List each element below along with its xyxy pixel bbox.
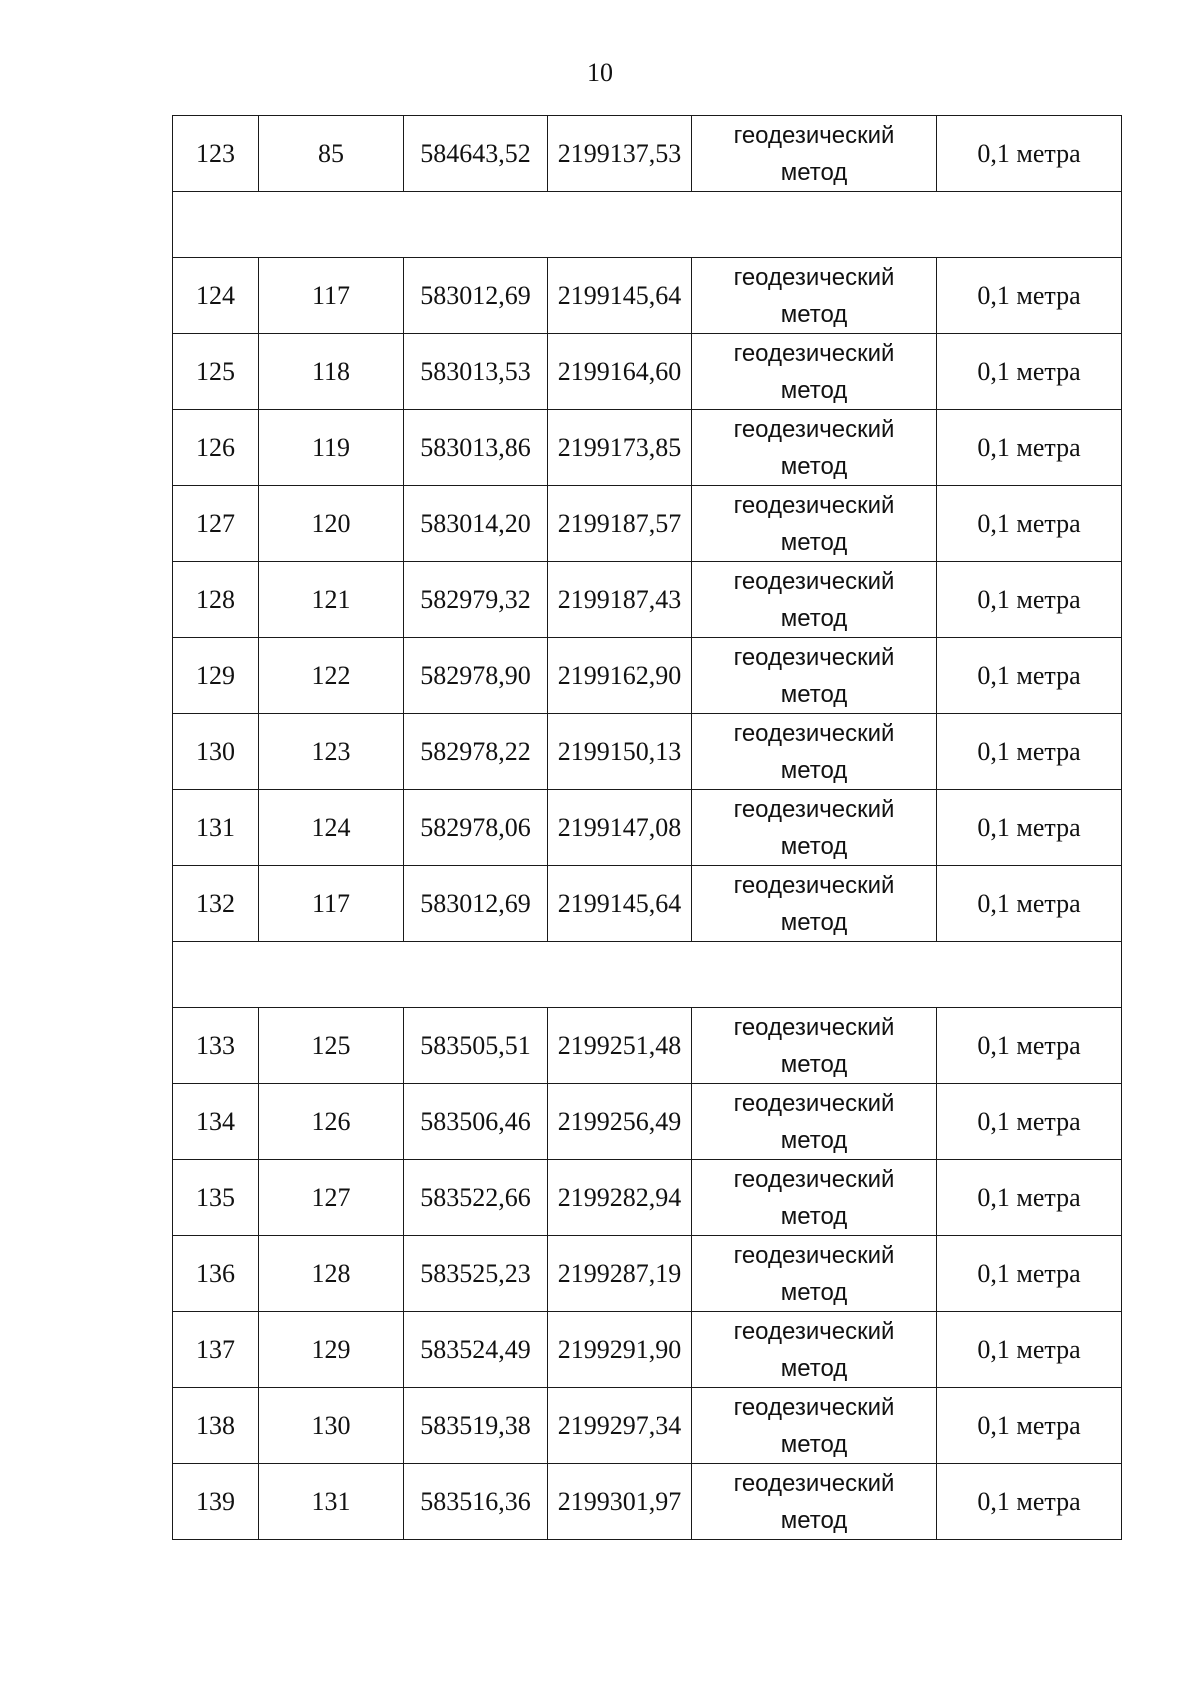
accuracy-cell: 0,1 метра <box>937 1160 1122 1236</box>
table-row <box>173 790 1122 866</box>
x-coordinate-cell: 583516,36 <box>404 1464 548 1540</box>
method-cell <box>692 1084 937 1160</box>
method-line-2: метод <box>780 452 848 480</box>
method-cell <box>692 1008 937 1084</box>
row-number-cell: 132 <box>173 866 259 942</box>
method-cell <box>692 486 937 562</box>
method-cell <box>692 790 937 866</box>
x-coordinate-cell: 582978,06 <box>404 790 548 866</box>
x-coordinate-cell: 582978,90 <box>404 638 548 714</box>
row-number-cell: 138 <box>173 1388 259 1464</box>
y-coordinate-cell: 2199251,48 <box>548 1008 692 1084</box>
accuracy-cell: 0,1 метра <box>937 866 1122 942</box>
point-number-cell: 123 <box>259 714 404 790</box>
y-coordinate-cell: 2199147,08 <box>548 790 692 866</box>
method-line-2: метод <box>780 908 848 936</box>
method-line-2: метод <box>780 604 848 632</box>
y-coordinate-cell: 2199162,90 <box>548 638 692 714</box>
row-number-cell: 126 <box>173 410 259 486</box>
y-coordinate-cell: 2199187,43 <box>548 562 692 638</box>
table-row <box>173 334 1122 410</box>
accuracy-cell: 0,1 метра <box>937 410 1122 486</box>
separator-cell <box>173 192 1122 258</box>
row-number-cell: 136 <box>173 1236 259 1312</box>
table-separator-row <box>173 192 1122 258</box>
y-coordinate-cell: 2199297,34 <box>548 1388 692 1464</box>
accuracy-cell: 0,1 метра <box>937 116 1122 192</box>
point-number-cell: 121 <box>259 562 404 638</box>
table-row <box>173 638 1122 714</box>
point-number-cell: 131 <box>259 1464 404 1540</box>
accuracy-cell: 0,1 метра <box>937 1464 1122 1540</box>
method-cell <box>692 1388 937 1464</box>
row-number-cell: 137 <box>173 1312 259 1388</box>
method-cell <box>692 116 937 192</box>
accuracy-cell: 0,1 метра <box>937 334 1122 410</box>
point-number-cell: 128 <box>259 1236 404 1312</box>
point-number-cell: 122 <box>259 638 404 714</box>
coordinates-table <box>172 115 1122 1540</box>
method-line-2: метод <box>780 1050 848 1078</box>
method-line-1: геодезический <box>733 415 895 443</box>
table-row <box>173 1236 1122 1312</box>
table-row <box>173 258 1122 334</box>
table-row <box>173 410 1122 486</box>
method-line-1: геодезический <box>733 1013 895 1041</box>
method-cell <box>692 1160 937 1236</box>
row-number-cell: 133 <box>173 1008 259 1084</box>
x-coordinate-cell: 583524,49 <box>404 1312 548 1388</box>
method-line-1: геодезический <box>733 339 895 367</box>
y-coordinate-cell: 2199164,60 <box>548 334 692 410</box>
row-number-cell: 131 <box>173 790 259 866</box>
method-line-2: метод <box>780 756 848 784</box>
row-number-cell: 134 <box>173 1084 259 1160</box>
method-cell <box>692 1312 937 1388</box>
x-coordinate-cell: 583525,23 <box>404 1236 548 1312</box>
table-row <box>173 116 1122 192</box>
y-coordinate-cell: 2199137,53 <box>548 116 692 192</box>
method-line-2: метод <box>780 1354 848 1382</box>
table-row <box>173 866 1122 942</box>
row-number-cell: 135 <box>173 1160 259 1236</box>
method-line-1: геодезический <box>733 643 895 671</box>
x-coordinate-cell: 583505,51 <box>404 1008 548 1084</box>
row-number-cell: 129 <box>173 638 259 714</box>
row-number-cell: 124 <box>173 258 259 334</box>
point-number-cell: 117 <box>259 258 404 334</box>
x-coordinate-cell: 583014,20 <box>404 486 548 562</box>
method-cell <box>692 1236 937 1312</box>
method-line-1: геодезический <box>733 1469 895 1497</box>
x-coordinate-cell: 584643,52 <box>404 116 548 192</box>
point-number-cell: 117 <box>259 866 404 942</box>
method-line-2: метод <box>780 680 848 708</box>
method-cell <box>692 1464 937 1540</box>
method-line-2: метод <box>780 528 848 556</box>
accuracy-cell: 0,1 метра <box>937 258 1122 334</box>
method-line-2: метод <box>780 1278 848 1306</box>
point-number-cell: 129 <box>259 1312 404 1388</box>
x-coordinate-cell: 583013,53 <box>404 334 548 410</box>
x-coordinate-cell: 583519,38 <box>404 1388 548 1464</box>
method-line-1: геодезический <box>733 719 895 747</box>
point-number-cell: 118 <box>259 334 404 410</box>
accuracy-cell: 0,1 метра <box>937 1236 1122 1312</box>
method-line-1: геодезический <box>733 567 895 595</box>
y-coordinate-cell: 2199291,90 <box>548 1312 692 1388</box>
x-coordinate-cell: 583012,69 <box>404 258 548 334</box>
table-row <box>173 1160 1122 1236</box>
table-separator-row <box>173 942 1122 1008</box>
accuracy-cell: 0,1 метра <box>937 1008 1122 1084</box>
accuracy-cell: 0,1 метра <box>937 638 1122 714</box>
point-number-cell: 124 <box>259 790 404 866</box>
method-line-2: метод <box>780 1202 848 1230</box>
x-coordinate-cell: 583013,86 <box>404 410 548 486</box>
method-cell <box>692 866 937 942</box>
row-number-cell: 127 <box>173 486 259 562</box>
point-number-cell: 127 <box>259 1160 404 1236</box>
y-coordinate-cell: 2199287,19 <box>548 1236 692 1312</box>
x-coordinate-cell: 582978,22 <box>404 714 548 790</box>
accuracy-cell: 0,1 метра <box>937 1388 1122 1464</box>
method-line-2: метод <box>780 376 848 404</box>
method-cell <box>692 410 937 486</box>
row-number-cell: 128 <box>173 562 259 638</box>
row-number-cell: 125 <box>173 334 259 410</box>
y-coordinate-cell: 2199145,64 <box>548 258 692 334</box>
method-cell <box>692 258 937 334</box>
method-line-1: геодезический <box>733 1317 895 1345</box>
y-coordinate-cell: 2199256,49 <box>548 1084 692 1160</box>
row-number-cell: 123 <box>173 116 259 192</box>
method-line-1: геодезический <box>733 1241 895 1269</box>
separator-cell <box>173 942 1122 1008</box>
point-number-cell: 120 <box>259 486 404 562</box>
method-line-2: метод <box>780 300 848 328</box>
method-line-2: метод <box>780 832 848 860</box>
row-number-cell: 130 <box>173 714 259 790</box>
accuracy-cell: 0,1 метра <box>937 562 1122 638</box>
table-row <box>173 1084 1122 1160</box>
method-line-1: геодезический <box>733 491 895 519</box>
table-row <box>173 714 1122 790</box>
method-cell <box>692 638 937 714</box>
y-coordinate-cell: 2199145,64 <box>548 866 692 942</box>
y-coordinate-cell: 2199301,97 <box>548 1464 692 1540</box>
accuracy-cell: 0,1 метра <box>937 1084 1122 1160</box>
accuracy-cell: 0,1 метра <box>937 1312 1122 1388</box>
point-number-cell: 125 <box>259 1008 404 1084</box>
method-cell <box>692 562 937 638</box>
row-number-cell: 139 <box>173 1464 259 1540</box>
table-row <box>173 1388 1122 1464</box>
method-line-2: метод <box>780 1430 848 1458</box>
method-line-1: геодезический <box>733 1165 895 1193</box>
point-number-cell: 130 <box>259 1388 404 1464</box>
accuracy-cell: 0,1 метра <box>937 790 1122 866</box>
point-number-cell: 119 <box>259 410 404 486</box>
method-line-1: геодезический <box>733 871 895 899</box>
table-row <box>173 1312 1122 1388</box>
table-row <box>173 486 1122 562</box>
method-line-1: геодезический <box>733 121 895 149</box>
method-line-1: геодезический <box>733 263 895 291</box>
method-line-1: геодезический <box>733 1393 895 1421</box>
method-line-1: геодезический <box>733 795 895 823</box>
method-line-2: метод <box>780 1506 848 1534</box>
table-row <box>173 562 1122 638</box>
method-cell <box>692 714 937 790</box>
y-coordinate-cell: 2199282,94 <box>548 1160 692 1236</box>
accuracy-cell: 0,1 метра <box>937 486 1122 562</box>
point-number-cell: 85 <box>259 116 404 192</box>
page-number: 10 <box>587 58 613 87</box>
y-coordinate-cell: 2199150,13 <box>548 714 692 790</box>
table-row <box>173 1008 1122 1084</box>
point-number-cell: 126 <box>259 1084 404 1160</box>
table-row <box>173 1464 1122 1540</box>
method-cell <box>692 334 937 410</box>
y-coordinate-cell: 2199187,57 <box>548 486 692 562</box>
y-coordinate-cell: 2199173,85 <box>548 410 692 486</box>
x-coordinate-cell: 583522,66 <box>404 1160 548 1236</box>
x-coordinate-cell: 583506,46 <box>404 1084 548 1160</box>
method-line-1: геодезический <box>733 1089 895 1117</box>
method-line-2: метод <box>780 158 848 186</box>
accuracy-cell: 0,1 метра <box>937 714 1122 790</box>
x-coordinate-cell: 582979,32 <box>404 562 548 638</box>
x-coordinate-cell: 583012,69 <box>404 866 548 942</box>
method-line-2: метод <box>780 1126 848 1154</box>
coordinates-table-body <box>173 116 1122 1540</box>
